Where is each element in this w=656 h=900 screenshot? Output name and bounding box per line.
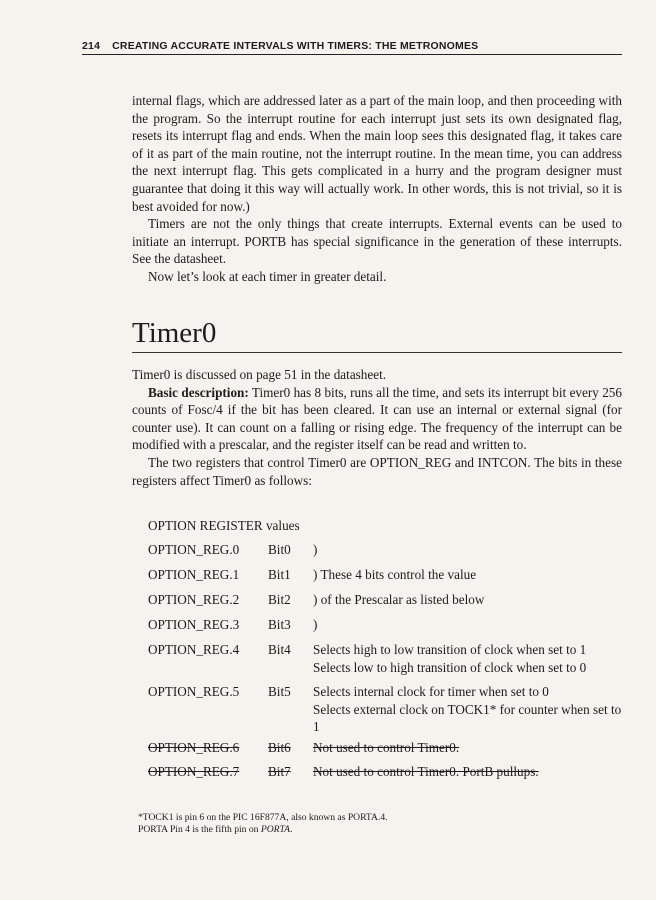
- bit-description: Selects internal clock for timer when set to 0: [313, 684, 549, 699]
- bit-description: Not used to control Timer0. PortB pullups.: [313, 764, 539, 779]
- section-body: [132, 366, 622, 489]
- footnote-2-italic: PORTA: [260, 824, 290, 836]
- register-name: OPTION_REG.2: [148, 592, 240, 607]
- footnote-2: [132, 824, 622, 836]
- bit-description-alt: Selects low to high transition of clock when set to 0: [313, 659, 587, 675]
- table-row: [148, 641, 628, 683]
- bit-description: Selects high to low transition of clock when set to 1: [313, 642, 587, 657]
- footnote-1: *TOCK1 is pin 6 on the PIC 16F877A, also known as PORTA.4.: [138, 812, 388, 823]
- bit-label: Bit1: [268, 567, 291, 582]
- intro-paragraph-1: internal flags, which are addressed later as a part of the main loop, and then proceeding with the program. So the interrupt routine for each interrupt just sets its own designated flag, resets its interrupt flag and ends. When the main loop sees this designated flag, it takes care of it as part of the main routine, not the interrupt routine. In the mean time, you can address the next interrupt flag. This gets complicated in a hurry and the program designer must guarantee that doing it this way will actually work. In other words, this is not trivial, so it is best avoided for now.): [132, 93, 622, 214]
- bit-label: Bit7: [268, 764, 291, 779]
- section-paragraph-3: The two registers that control Timer0 are OPTION_REG and INTCON. The bits in these registers affect Timer0 as follows:: [132, 454, 622, 488]
- register-name: OPTION_REG.7: [148, 764, 240, 779]
- bit-description: ) These 4 bits control the value: [313, 567, 477, 582]
- register-name: OPTION_REG.0: [148, 542, 240, 557]
- register-name: OPTION_REG.6: [148, 740, 240, 755]
- bit-description: ): [313, 617, 318, 632]
- register-name: OPTION_REG.5: [148, 684, 240, 699]
- table-row: [148, 541, 628, 566]
- table-row: [148, 566, 628, 591]
- register-name: OPTION_REG.3: [148, 617, 240, 632]
- register-name: OPTION_REG.1: [148, 567, 240, 582]
- footnotes: [132, 812, 622, 837]
- bit-label: Bit0: [268, 542, 291, 557]
- table-row: [148, 591, 628, 616]
- table-row: [148, 616, 628, 641]
- bit-label: Bit2: [268, 592, 291, 607]
- bit-description: ) of the Prescalar as listed below: [313, 592, 485, 607]
- intro-text: [132, 92, 622, 286]
- basic-description-label: Basic description:: [148, 384, 249, 400]
- bit-label: Bit3: [268, 617, 291, 632]
- table-row: [148, 763, 628, 785]
- basic-description-text: Timer0 has 8 bits, runs all the time, and sets its interrupt bit every 256 counts of Fosc/4 if the bit has been cleared. It can use an internal or external signal (for counter use). It can count on a falling or rising edge. The frequency of the interrupt can be modified with a prescalar, and the register itself can be read and written to.: [132, 384, 622, 453]
- basic-description-paragraph: [132, 384, 622, 454]
- register-name: OPTION_REG.4: [148, 642, 240, 657]
- bit-description: ): [313, 542, 318, 557]
- table-caption: OPTION REGISTER values: [148, 518, 300, 533]
- bit-label: Bit5: [268, 684, 291, 699]
- bit-label: Bit4: [268, 642, 291, 657]
- intro-paragraph-2: Timers are not the only things that create interrupts. External events can be used to initiate an interrupt. PORTB has special significance in the generation of these interrupts. See the datasheet.: [132, 216, 622, 267]
- table-row: [148, 683, 628, 739]
- section-heading: Timer0: [132, 316, 622, 353]
- intro-paragraph-3: Now let’s look at each timer in greater detail.: [148, 268, 387, 284]
- bit-description-alt: Selects external clock on TOCK1* for counter when set to 1: [313, 701, 622, 735]
- option-register-table: [148, 517, 628, 785]
- bit-label: Bit6: [268, 740, 291, 755]
- footnote-2-suffix: .: [290, 824, 293, 836]
- chapter-title: CREATING ACCURATE INTERVALS WITH TIMERS: THE METRONOMES: [112, 40, 479, 52]
- running-head: [82, 40, 622, 55]
- footnote-2-prefix: PORTA Pin 4 is the fifth pin on: [138, 824, 261, 836]
- section-paragraph-1: Timer0 is discussed on page 51 in the datasheet.: [132, 367, 387, 382]
- page-number: 214: [82, 40, 101, 52]
- bit-description: Not used to control Timer0.: [313, 740, 460, 755]
- table-row: [148, 739, 628, 763]
